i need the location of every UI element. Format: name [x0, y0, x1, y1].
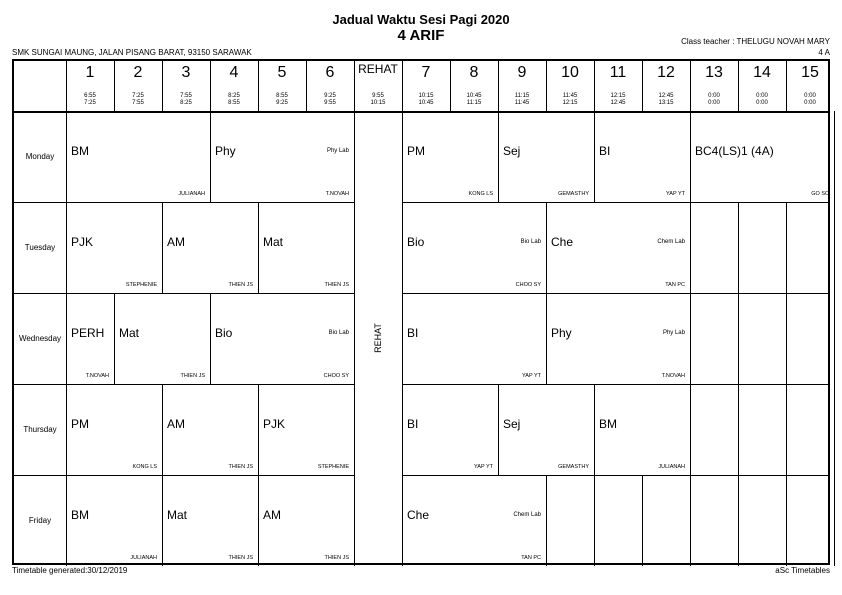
lesson-subject: PM [71, 417, 89, 432]
lesson-divider [834, 111, 835, 202]
period-time [690, 93, 738, 107]
lesson-subject: Che [407, 508, 430, 523]
software-brand: aSc Timetables [775, 566, 830, 575]
lesson-cell[interactable] [402, 203, 546, 293]
lesson-teacher: THIEN JS [228, 555, 253, 561]
lesson-teacher: CHOO SY [323, 373, 349, 379]
period-number: 14 [753, 64, 771, 81]
period-start: 0:00 [708, 93, 720, 99]
lesson-cell[interactable] [402, 294, 546, 384]
lesson-teacher: GEMASTHY [558, 191, 589, 197]
empty-cell[interactable] [642, 476, 690, 566]
lesson-cell[interactable] [546, 294, 690, 384]
period-end: 10:45 [418, 100, 434, 106]
empty-cell[interactable] [690, 385, 738, 475]
period-number: 12 [657, 64, 675, 81]
empty-cell[interactable] [786, 294, 834, 384]
period-end: 7:25 [84, 100, 96, 106]
lesson-cell[interactable] [210, 112, 354, 202]
empty-cell[interactable] [738, 476, 786, 566]
lesson-subject: Phy [551, 326, 572, 341]
empty-cell[interactable] [738, 385, 786, 475]
header-column-line [258, 61, 259, 111]
lesson-cell[interactable] [594, 112, 690, 202]
lesson-teacher: TAN PC [665, 282, 685, 288]
header-column-line [738, 61, 739, 111]
lesson-subject: BC4(LS)1 (4A) [695, 144, 774, 159]
period-number: 13 [705, 64, 723, 81]
lesson-cell[interactable] [690, 112, 834, 202]
period-number: 11 [609, 64, 627, 81]
period-end: 9:25 [276, 100, 288, 106]
empty-cell[interactable] [738, 203, 786, 293]
period-start: 10:45 [466, 93, 482, 99]
empty-cell[interactable] [738, 294, 786, 384]
lesson-subject: Bio [407, 235, 425, 250]
lesson-room: Chem Lab [657, 239, 685, 245]
day-label: Monday [25, 151, 55, 161]
lesson-subject: Mat [167, 508, 188, 523]
lesson-teacher: JULIANAH [658, 464, 685, 470]
period-time [594, 93, 642, 107]
period-number: 15 [801, 64, 819, 81]
lesson-cell[interactable] [66, 203, 162, 293]
lesson-cell[interactable] [402, 385, 498, 475]
period-start: 8:55 [276, 93, 288, 99]
lesson-cell[interactable] [66, 385, 162, 475]
period-start: 12:45 [658, 93, 674, 99]
period-end: 12:45 [610, 100, 626, 106]
lesson-cell[interactable] [162, 203, 258, 293]
header-column-line [210, 61, 211, 111]
period-start: 10:15 [418, 93, 434, 99]
header-column-line [642, 61, 643, 111]
lesson-divider [354, 293, 355, 384]
lesson-divider [354, 111, 355, 202]
lesson-cell[interactable] [498, 385, 594, 475]
period-start: 12:15 [610, 93, 626, 99]
lesson-teacher: THIEN JS [324, 555, 349, 561]
empty-cell[interactable] [690, 476, 738, 566]
lesson-teacher: GEMASTHY [558, 464, 589, 470]
lesson-subject: BI [407, 417, 419, 432]
period-start: 9:55 [372, 93, 384, 99]
lesson-cell[interactable] [402, 476, 546, 566]
empty-cell[interactable] [786, 476, 834, 566]
period-number: 2 [133, 64, 143, 81]
period-number: 6 [325, 64, 335, 81]
lesson-cell[interactable] [594, 385, 690, 475]
header-column-line [162, 61, 163, 111]
lesson-subject: BI [407, 326, 419, 341]
period-number: 7 [421, 64, 431, 81]
empty-cell[interactable] [786, 385, 834, 475]
period-start: 11:15 [514, 93, 530, 99]
empty-cell[interactable] [690, 203, 738, 293]
header-column-line [690, 61, 691, 111]
lesson-cell[interactable] [66, 294, 114, 384]
period-end: 11:15 [466, 100, 482, 106]
lesson-divider [354, 384, 355, 475]
class-name: 4 ARIF [397, 27, 445, 44]
lesson-cell[interactable] [258, 203, 354, 293]
period-time [162, 93, 210, 107]
period-start: 0:00 [804, 93, 816, 99]
timetable-grid [12, 59, 830, 565]
lesson-teacher: THIEN JS [180, 373, 205, 379]
lesson-divider [834, 384, 835, 475]
lesson-teacher: THIEN JS [324, 282, 349, 288]
lesson-cell[interactable] [210, 294, 354, 384]
period-start: 9:25 [324, 93, 336, 99]
lesson-subject: BM [71, 508, 89, 523]
lesson-subject: PM [407, 144, 425, 159]
header-column-line [498, 61, 499, 111]
lesson-teacher: JULIANAH [178, 191, 205, 197]
class-code: 4 A [818, 48, 830, 57]
lesson-teacher: THIEN JS [228, 282, 253, 288]
period-end: 13:15 [658, 100, 674, 106]
lesson-room: Bio Lab [328, 330, 349, 336]
lesson-teacher: STEPHENIE [317, 464, 349, 470]
lesson-divider [834, 293, 835, 384]
lesson-room: Phy Lab [326, 148, 349, 154]
lesson-subject: Sej [503, 417, 521, 432]
day-label: Tuesday [24, 242, 56, 252]
period-time [402, 93, 450, 107]
period-end: 9:55 [324, 100, 336, 106]
period-time [642, 93, 690, 107]
period-start: 6:55 [84, 93, 96, 99]
lesson-subject: BM [599, 417, 617, 432]
lesson-subject: Che [551, 235, 574, 250]
period-end: 7:55 [132, 100, 144, 106]
lesson-cell[interactable] [546, 203, 690, 293]
period-number: 3 [181, 64, 191, 81]
lesson-subject: AM [167, 417, 185, 432]
period-end: 8:25 [180, 100, 192, 106]
timetable-title: Jadual Waktu Sesi Pagi 2020 [332, 12, 510, 27]
lesson-subject: AM [167, 235, 185, 250]
period-number: 4 [229, 64, 239, 81]
lesson-divider [834, 202, 835, 293]
lesson-cell[interactable] [258, 476, 354, 566]
lesson-subject: Mat [119, 326, 140, 341]
lesson-teacher: YAP YT [666, 191, 685, 197]
generated-date: Timetable generated:30/12/2019 [12, 566, 128, 575]
period-time [258, 93, 306, 107]
lesson-subject: Sej [503, 144, 521, 159]
lesson-subject: Bio [215, 326, 233, 341]
lesson-teacher: KONG LS [468, 191, 493, 197]
lesson-room: Phy Lab [662, 330, 685, 336]
period-end: 8:55 [228, 100, 240, 106]
period-number: 9 [517, 64, 527, 81]
header-column-line [306, 61, 307, 111]
day-label: Wednesday [18, 333, 62, 343]
day-label: Friday [28, 515, 52, 525]
lesson-subject: AM [263, 508, 281, 523]
period-number: 8 [469, 64, 479, 81]
lesson-cell[interactable] [498, 112, 594, 202]
period-start: 0:00 [756, 93, 768, 99]
lesson-cell[interactable] [162, 476, 258, 566]
lesson-teacher: JULIANAH [130, 555, 157, 561]
period-start: 7:25 [132, 93, 144, 99]
lesson-divider [354, 475, 355, 566]
period-number: 5 [277, 64, 287, 81]
period-end: 0:00 [804, 100, 816, 106]
lesson-teacher: KONG LS [132, 464, 157, 470]
period-end: 10:15 [370, 100, 386, 106]
period-time [114, 93, 162, 107]
period-time [546, 93, 594, 107]
empty-cell[interactable] [690, 294, 738, 384]
header-column-line [546, 61, 547, 111]
lesson-teacher: T.NOVAH [325, 191, 349, 197]
lesson-teacher: T.NOVAH [661, 373, 685, 379]
break-vertical-label: REHAT [373, 322, 383, 353]
period-time [738, 93, 786, 107]
period-time [450, 93, 498, 107]
lesson-cell[interactable] [114, 294, 210, 384]
period-start: 11:45 [562, 93, 578, 99]
lesson-subject: PJK [71, 235, 94, 250]
lesson-teacher: STEPHENIE [125, 282, 157, 288]
period-time [354, 93, 402, 107]
lesson-subject: Mat [263, 235, 284, 250]
period-number: 1 [85, 64, 95, 81]
class-teacher: Class teacher : THELUGU NOVAH MARY [681, 37, 830, 46]
lesson-cell[interactable] [66, 112, 210, 202]
period-start: 7:55 [180, 93, 192, 99]
period-end: 0:00 [708, 100, 720, 106]
lesson-teacher: THIEN JS [228, 464, 253, 470]
lesson-teacher: T.NOVAH [85, 373, 109, 379]
lesson-subject: BM [71, 144, 89, 159]
lesson-subject: PJK [263, 417, 286, 432]
period-time [498, 93, 546, 107]
lesson-teacher: TAN PC [521, 555, 541, 561]
lesson-subject: BI [599, 144, 611, 159]
period-time [786, 93, 834, 107]
lesson-teacher: YAP YT [474, 464, 493, 470]
period-end: 0:00 [756, 100, 768, 106]
lesson-subject: Phy [215, 144, 236, 159]
lesson-cell[interactable] [402, 112, 498, 202]
lesson-cell[interactable] [258, 385, 354, 475]
lesson-teacher: GO SC [811, 191, 829, 197]
lesson-subject: PERH [71, 326, 105, 341]
period-end: 11:45 [514, 100, 530, 106]
lesson-divider [354, 202, 355, 293]
period-time [210, 93, 258, 107]
day-label: Thursday [23, 424, 57, 434]
header-column-line [450, 61, 451, 111]
lesson-room: Bio Lab [520, 239, 541, 245]
lesson-teacher: YAP YT [522, 373, 541, 379]
empty-cell[interactable] [594, 476, 642, 566]
lesson-room: Chem Lab [513, 512, 541, 518]
break-header: REHAT [358, 62, 398, 76]
school-address: SMK SUNGAI MAUNG, JALAN PISANG BARAT, 93150 SARAWAK [12, 48, 252, 57]
lesson-cell[interactable] [66, 476, 162, 566]
period-number: 10 [561, 64, 579, 81]
empty-cell[interactable] [786, 203, 834, 293]
lesson-divider [834, 475, 835, 566]
period-time [66, 93, 114, 107]
lesson-cell[interactable] [162, 385, 258, 475]
period-start: 8:25 [228, 93, 240, 99]
lesson-teacher: CHOO SY [515, 282, 541, 288]
empty-cell[interactable] [546, 476, 594, 566]
header-column-line [594, 61, 595, 111]
header-column-line [786, 61, 787, 111]
period-time [306, 93, 354, 107]
period-end: 12:15 [562, 100, 578, 106]
header-column-line [114, 61, 115, 111]
